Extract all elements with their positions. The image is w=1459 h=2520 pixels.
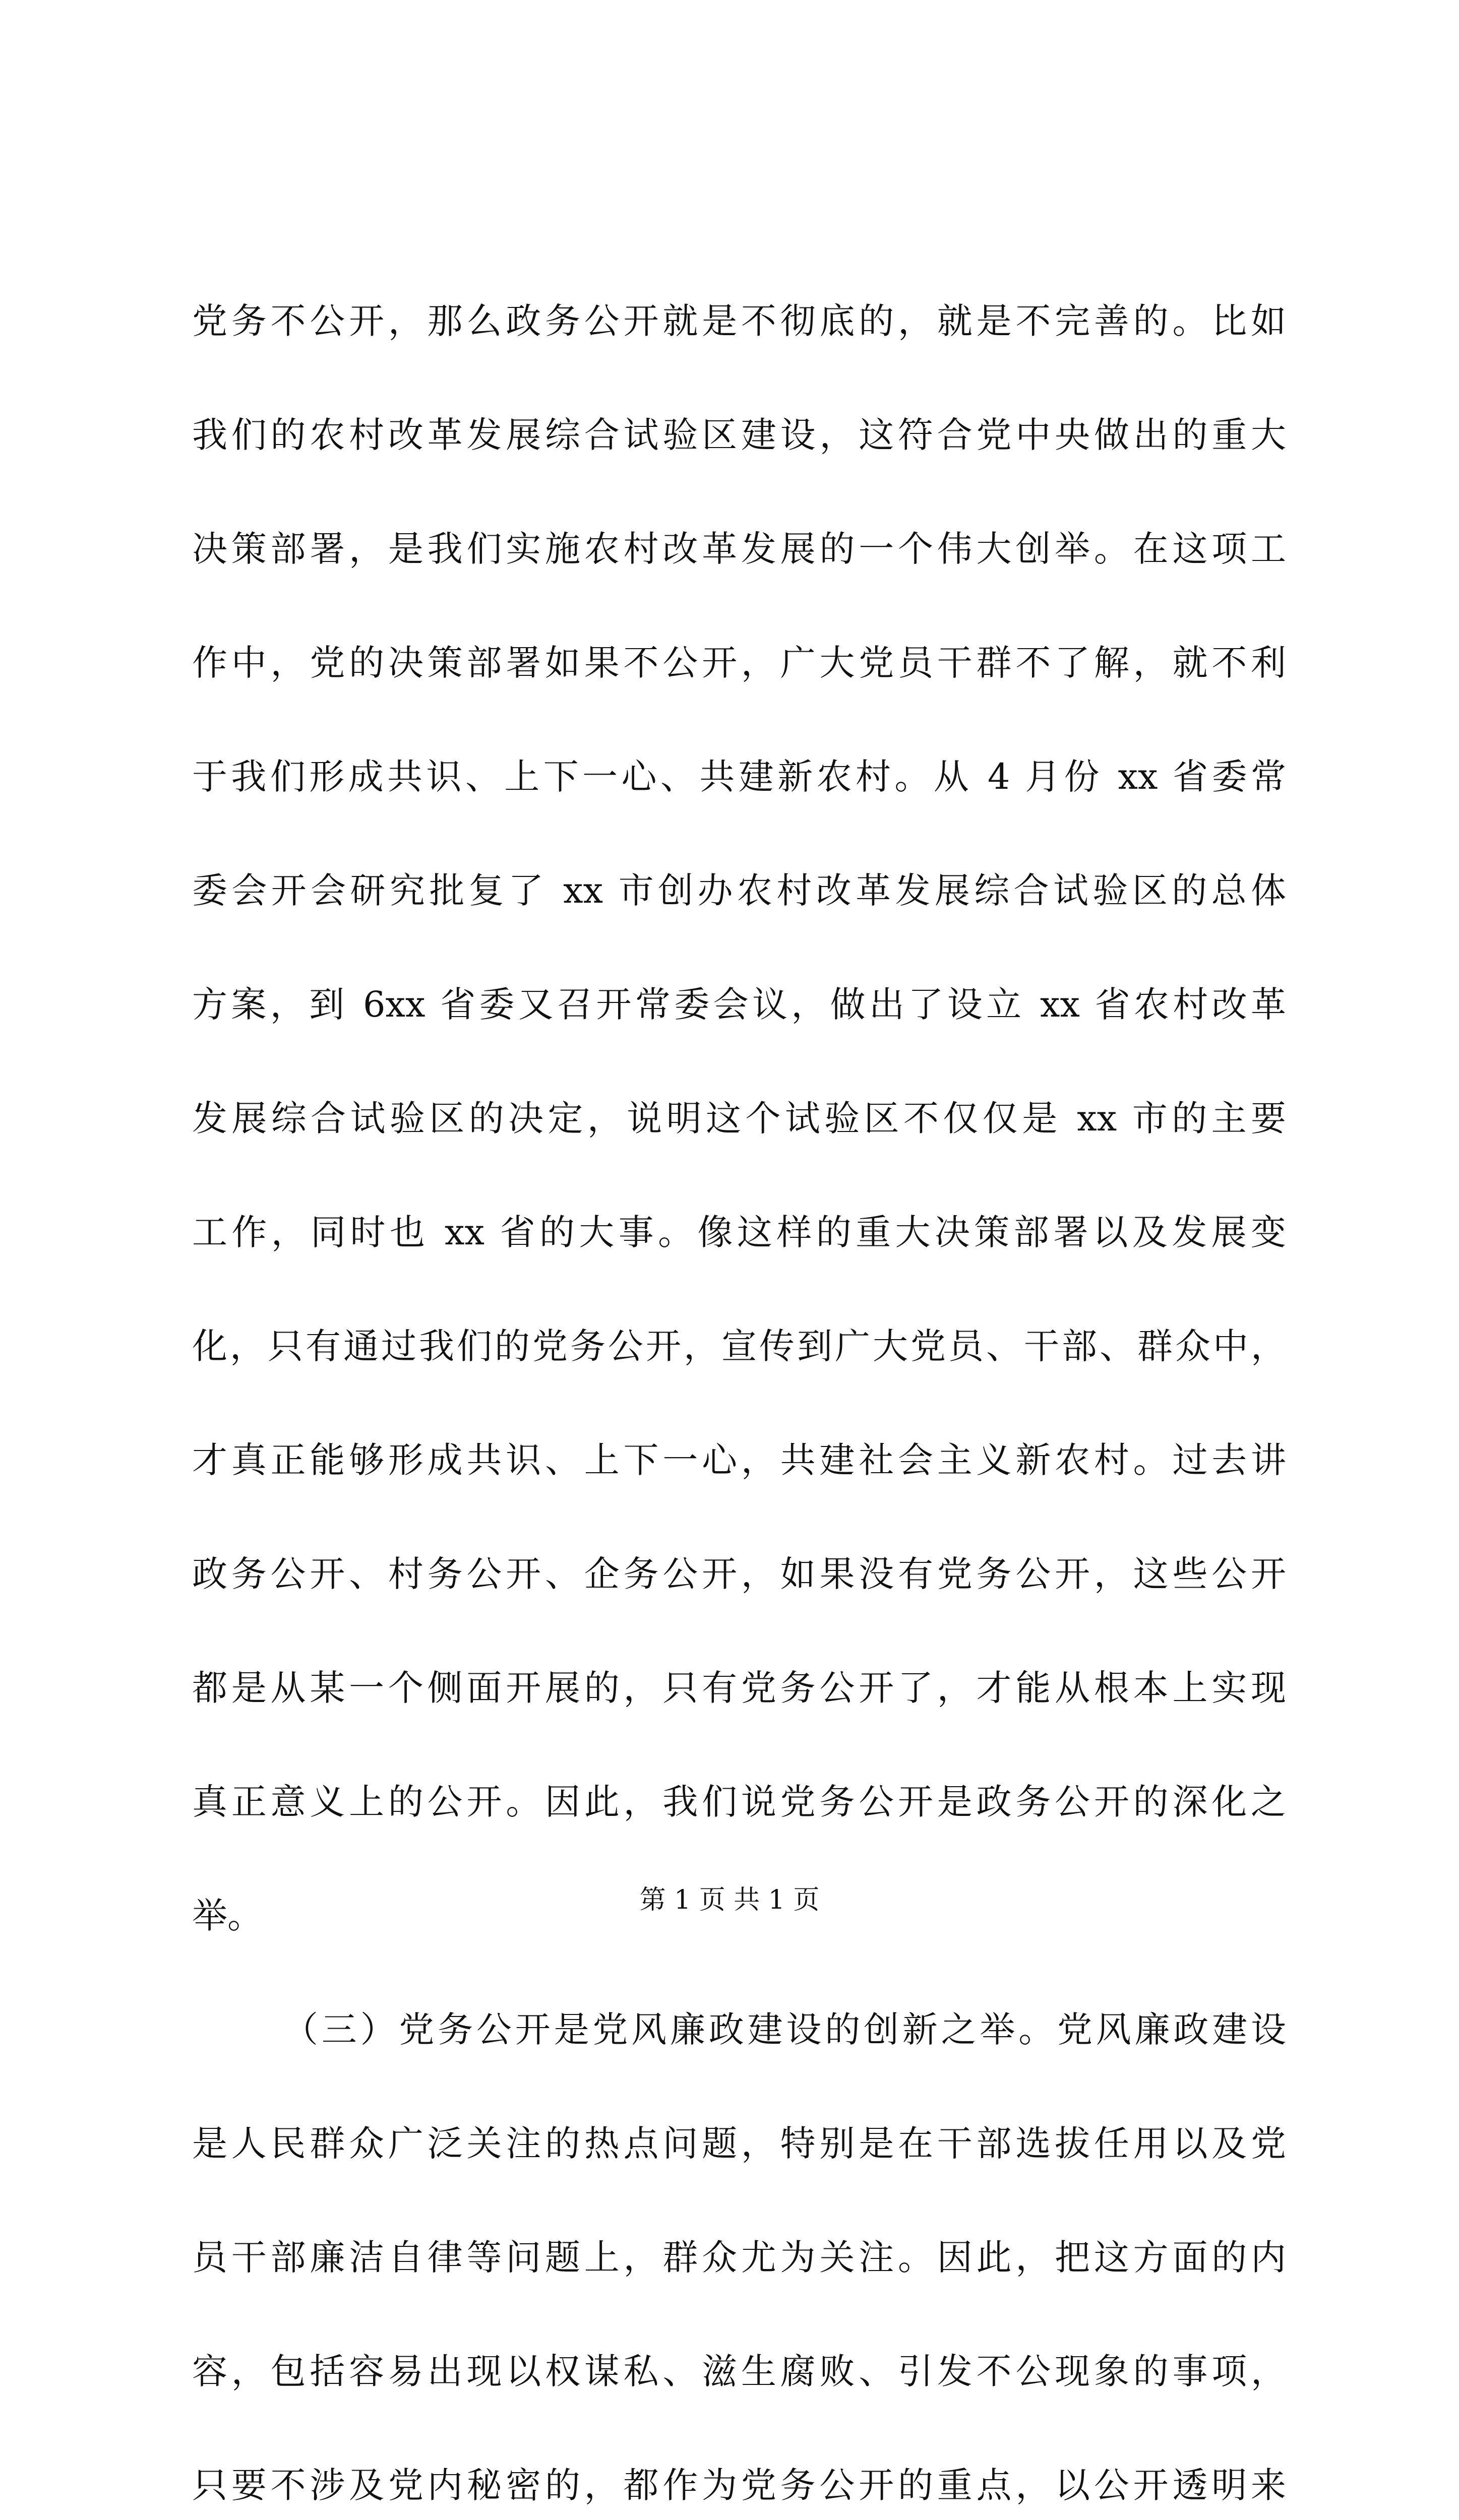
text-line: 容，包括容易出现以权谋私、滋生腐败、引发不公现象的事项， — [192, 2351, 1286, 2392]
text-line: 决策部署，是我们实施农村改革发展的一个伟大创举。在这项工 — [192, 528, 1286, 570]
text-line: 党务不公开，那么政务公开就是不彻底的，就是不完善的。比如 — [192, 300, 1286, 342]
text-line: 才真正能够形成共识、上下一心，共建社会主义新农村。过去讲 — [192, 1439, 1286, 1481]
text-line: 我们的农村改革发展综合试验区建设，这符合党中央做出的重大 — [192, 414, 1286, 456]
text-line: （三）党务公开是党风廉政建设的创新之举。党风廉政建设 — [283, 2009, 1286, 2050]
text-line: 工作，同时也 xx 省的大事。像这样的重大决策部署以及发展变 — [192, 1212, 1286, 1253]
text-line: 委会开会研究批复了 xx 市创办农村改革发展综合试验区的总体 — [192, 870, 1286, 911]
text-line: 于我们形成共识、上下一心、共建新农村。从 4 月份 xx 省委常 — [192, 756, 1286, 797]
text-line: 员干部廉洁自律等问题上，群众尤为关注。因此，把这方面的内 — [192, 2237, 1286, 2278]
text-line: 方案，到 6xx 省委又召开常委会议，做出了设立 xx 省农村改革 — [192, 984, 1286, 1025]
text-line: 只要不涉及党内秘密的，都作为党务公开的重点，以公开透明来 — [192, 2465, 1286, 2506]
text-line: 发展综合试验区的决定，说明这个试验区不仅仅是 xx 市的主要 — [192, 1098, 1286, 1139]
text-line: 是人民群众广泛关注的热点问题，特别是在干部选拔任用以及党 — [192, 2123, 1286, 2164]
text-line: 举。 — [192, 1895, 263, 1936]
page-footer — [0, 1880, 1459, 1920]
body-text — [192, 264, 1286, 2520]
text-line: 都是从某一个侧面开展的，只有党务公开了，才能从根本上实现 — [192, 1667, 1286, 1709]
text-line: 政务公开、村务公开、企务公开，如果没有党务公开，这些公开 — [192, 1553, 1286, 1595]
page-number-label: 第 1 页 共 1 页 — [639, 1885, 820, 1915]
text-line: 化，只有通过我们的党务公开，宣传到广大党员、干部、群众中， — [192, 1326, 1286, 1367]
text-line: 真正意义上的公开。因此，我们说党务公开是政务公开的深化之 — [192, 1781, 1286, 1822]
text-line: 作中，党的决策部署如果不公开，广大党员干群不了解，就不利 — [192, 642, 1286, 683]
